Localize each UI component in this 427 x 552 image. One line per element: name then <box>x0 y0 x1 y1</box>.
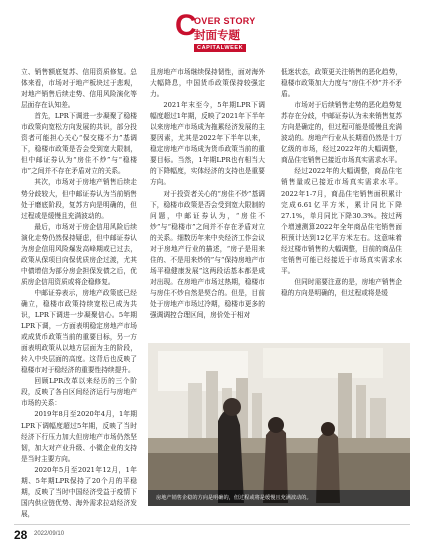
paragraph: 最后，市场对于房企信用风险后续演化走势仍然保持疑虑，但中邮证券认为房企信用风险爆发高峰期或已过去，政策从保项目向保优质房企过渡，尤其中债增信为部分房企担保发债之后，优质房企信用资质或将企稳修复。 <box>21 222 137 286</box>
paragraph: 立、销售额底复苏、信用资质修复。总体来看，市场对于地产板块过于悲观，对地产销售后续走势、信用风险演化等层面存在认知差。 <box>21 68 137 110</box>
article-column-left <box>21 67 137 520</box>
logo-subtitle: CAPITALWEEK <box>194 44 246 52</box>
article-photo <box>148 343 410 506</box>
paragraph: 2020年5月至2021年12月，1年期、5年期LPR保持了20个月的平稳期，反映了当时中国经济受益于疫情下国内供应链优势、海外需求拉动经济发展， <box>21 465 137 518</box>
logo-english-title: OVER STORY <box>194 16 256 26</box>
footer-divider <box>14 524 410 525</box>
paragraph: 其次，市场对于房地产销售后续走势分歧较大，但中邮证券认为当前销售处于磨底阶段，复苏方向是明确的，但过程或是缓慢且充满波动的。 <box>21 178 137 220</box>
city-model-photo-illustration <box>148 343 410 506</box>
paragraph: 首先，LPR下调进一步凝聚了稳楼市政策向宽松方向发展的共识，部分投资者可能担心关心“保交楼不力”基调下，稳楼市政策是否会受到宽大限制，但中邮证券认为“房住不炒”与“稳楼市”之间并不存在矛盾对立的关系。 <box>21 112 137 176</box>
paragraph: 对于投资者关心的“房住不炒”基调下，稳楼市政策是否会受到宽大限制的问题，中邮证券认为，“房住不炒”与“稳楼市”之间并不存在矛盾对立的关系。细数历年来中央经济工作会议对于房地产行业的描述，“房子是用来住的、不是用来炒的”与“保持房地产市场平稳健康发展”这两段话基本都是成对出现。在房地产市场过热期，稳楼市与房住不炒自然是契合的。但是，目前处于房地产市场过冷期，稳楼市更多的强调调控合理区间，房价处于相对 <box>150 189 265 320</box>
paragraph: 2019年8月至2020年4月，1年期LPR下调幅度超过5年期，反映了当时经济下行压力加大但房地产市场仍然坚韧，加大对产业升级、小微企业的支持是当时主要方向。 <box>21 410 137 463</box>
logo-letter: C <box>175 9 197 42</box>
article-column-right <box>281 67 402 299</box>
paragraph: 但同时需要注意的是，房地产销售企稳的方向是明确的，但过程或将是缓 <box>281 277 402 297</box>
page-number: 28 <box>14 528 28 542</box>
issue-date: 2022/09/10 <box>34 531 65 537</box>
article-column-middle <box>150 67 265 321</box>
paragraph: 低迷状态，政策更关注销售的恶化趋势，稳楼市政策加大力度与“房住不炒”并不矛盾。 <box>281 68 402 99</box>
logo-chinese-title: 封面专题 <box>194 28 240 42</box>
photo-caption: 房地产销售企稳的方向是明确的，但过程或将是缓慢且充满波动的。 <box>148 490 410 506</box>
paragraph: 经过2022年的大幅调整，商品住宅销售量或已接近市场真实需求水平。2022年1-7月，商品住宅销售面积累计完成6.61亿平方米，累计同比下降27.1%，单月同比下降30.3%。按过两个增速测算2022年全年商品住宅销售面积预计达到12亿平方米左右。这意味着经过楼市销售的大幅调整，目前的商品住宅销售可能已经接近于市场真实需求水平。 <box>281 167 402 275</box>
section-logo <box>173 7 256 59</box>
paragraph: 且房地产市场继续保持韧性，面对海外大幅降息，中国货币政策保持较强定力。 <box>150 68 265 99</box>
paragraph: 市场对于后续销售走势的恶化趋势复苏存在分歧，中邮证券认为未来销售复苏方向是确定的，但过程可能是缓慢且充满波动的。房地产行业从长期看仍然是十万亿级的市场，经过2022年的大幅调整，商品住宅销售已接近市场真实需求水平。 <box>281 101 402 165</box>
paragraph: 2021年末至今，5年期LPR下调幅度超过1年期，反映了2021年下半年以来房地产市场成为拖累经济发展的主要因素，尤其是2022年下半年以来，稳定房地产市场成为货币政策当前的重要目标。当然，1年期LPR也有相当大的下降幅度，实体经济的支持也是重要方向。 <box>150 101 265 187</box>
paragraph: 回顾LPR改革以来经历的三个阶段，反映了各自区间经济运行与房地产市场的关系： <box>21 377 137 408</box>
paragraph: 中邮证券表示，房地产政策底已经确立，稳楼市政策持续宽松已成为共识，LPR下调进一步凝聚信心。5年期LPR下调，一方面表明稳定房地产市场或成货币政策当前的重要目标，另一方面表明政策从以地方层面为主的阶段，转入中央层面的高度。这背后也反映了稳楼市对于稳经济的重要性持续提升。 <box>21 288 137 375</box>
